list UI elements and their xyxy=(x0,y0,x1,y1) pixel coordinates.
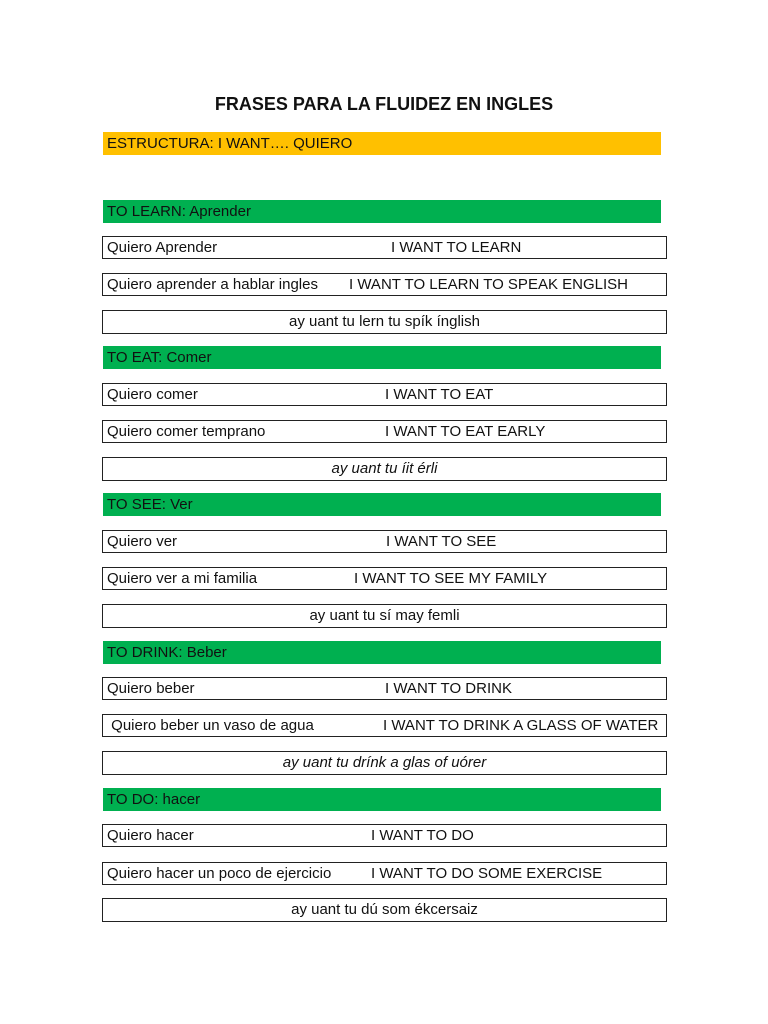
english-phrase: I WANT TO SEE MY FAMILY xyxy=(354,570,548,587)
english-phrase: I WANT TO EAT EARLY xyxy=(385,423,546,440)
spanish-phrase: Quiero ver a mi familia xyxy=(107,570,258,587)
section-header-do: TO DO: hacer xyxy=(103,788,661,811)
english-phrase: I WANT TO SEE xyxy=(386,533,497,550)
spanish-phrase: Quiero aprender a hablar ingles xyxy=(107,276,318,293)
english-phrase: I WANT TO LEARN TO SPEAK ENGLISH xyxy=(349,276,628,293)
english-phrase: I WANT TO DRINK A GLASS OF WATER xyxy=(383,717,659,734)
spanish-phrase: Quiero comer temprano xyxy=(107,423,266,440)
section-header-see: TO SEE: Ver xyxy=(103,493,661,516)
english-phrase: I WANT TO DRINK xyxy=(385,680,512,697)
english-phrase: I WANT TO EAT xyxy=(385,386,494,403)
pronunciation-box: ay uant tu íit érli xyxy=(102,457,667,481)
section-header-drink: TO DRINK: Beber xyxy=(103,641,661,664)
spanish-phrase: Quiero hacer un poco de ejercicio xyxy=(107,865,332,882)
section-header-eat: TO EAT: Comer xyxy=(103,346,661,369)
phrase-row xyxy=(102,420,667,443)
spanish-phrase: Quiero beber un vaso de agua xyxy=(107,717,314,734)
phrase-row xyxy=(102,530,667,553)
phrase-row xyxy=(102,273,667,296)
spanish-phrase: Quiero ver xyxy=(107,533,178,550)
phrase-row xyxy=(102,824,667,847)
spanish-phrase: Quiero comer xyxy=(107,386,198,403)
spanish-phrase: Quiero Aprender xyxy=(107,239,218,256)
page-title: FRASES PARA LA FLUIDEZ EN INGLES xyxy=(214,94,554,114)
english-phrase: I WANT TO LEARN xyxy=(391,239,522,256)
spanish-phrase: Quiero hacer xyxy=(107,827,194,844)
phrase-row xyxy=(102,383,667,406)
phrase-row xyxy=(102,862,667,885)
english-phrase: I WANT TO DO xyxy=(371,827,474,844)
pronunciation-box: ay uant tu drínk a glas of uórer xyxy=(102,751,667,775)
spanish-phrase: Quiero beber xyxy=(107,680,195,697)
phrase-row xyxy=(102,714,667,737)
phrase-row xyxy=(102,677,667,700)
section-header-learn: TO LEARN: Aprender xyxy=(103,200,661,223)
phrase-row xyxy=(102,236,667,259)
english-phrase: I WANT TO DO SOME EXERCISE xyxy=(371,865,603,882)
pronunciation-box: ay uant tu dú som ékcersaiz xyxy=(102,898,667,922)
pronunciation-box: ay uant tu lern tu spík ínglish xyxy=(102,310,667,334)
structure-bar: ESTRUCTURA: I WANT…. QUIERO xyxy=(103,132,661,155)
phrase-row xyxy=(102,567,667,590)
pronunciation-box: ay uant tu sí may femli xyxy=(102,604,667,628)
